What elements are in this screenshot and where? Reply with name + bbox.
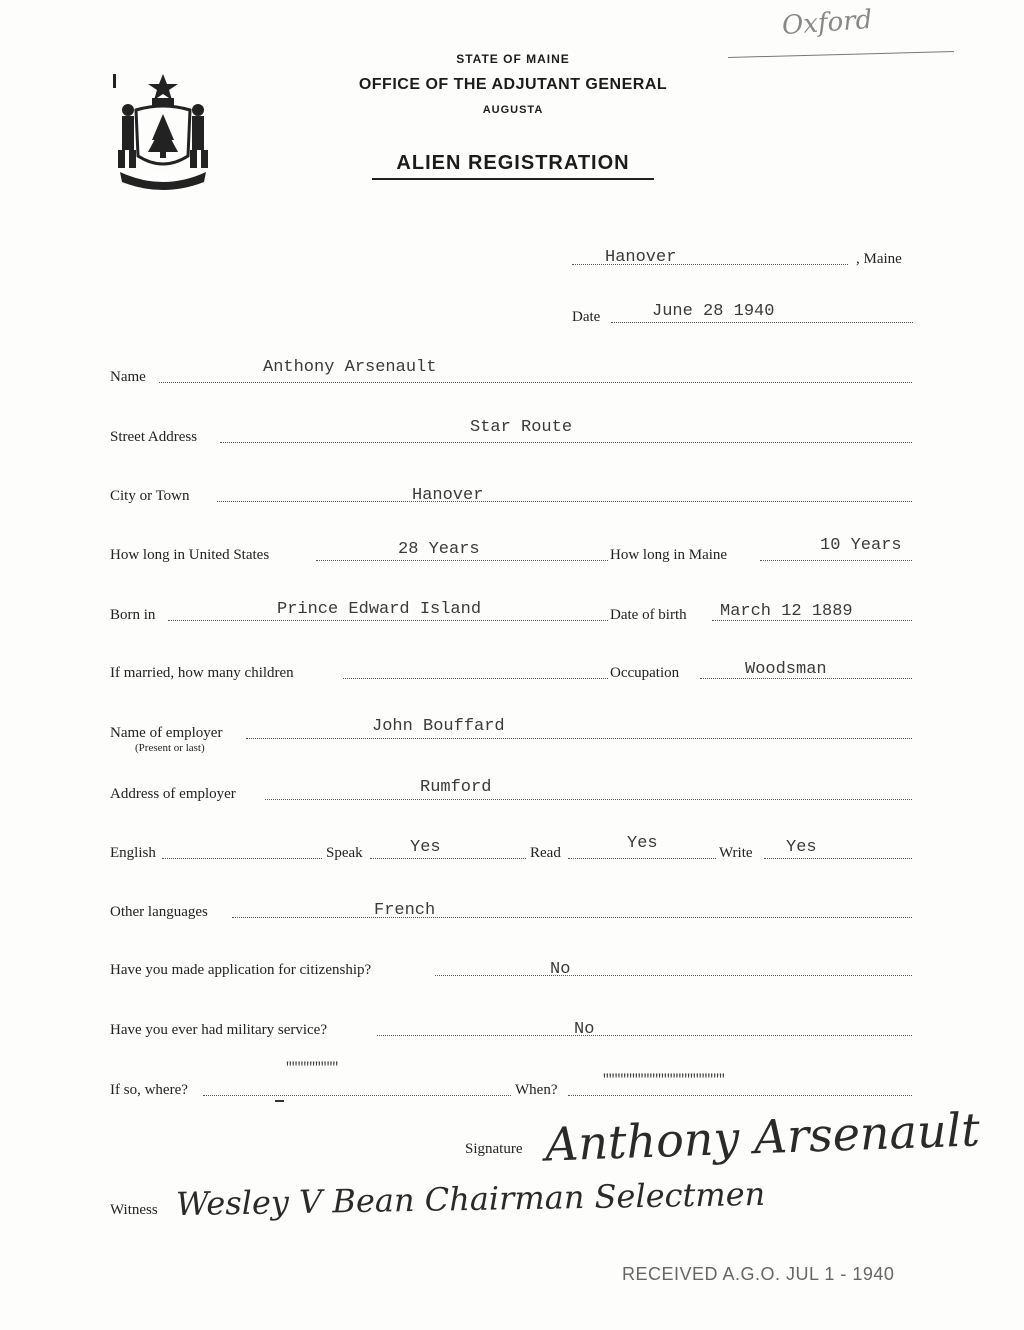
- witness-label: Witness: [110, 1202, 158, 1218]
- header-office: OFFICE OF THE ADJUTANT GENERAL: [358, 76, 668, 93]
- witness-value: Wesley V Bean Chairman Selectmen: [175, 1174, 766, 1224]
- header-state: STATE OF MAINE: [456, 52, 570, 66]
- street-label: Street Address: [110, 429, 198, 445]
- city-value: Hanover: [412, 486, 484, 505]
- city-label: City or Town: [110, 488, 190, 504]
- title-underline: [372, 178, 654, 180]
- english-label: English: [110, 845, 156, 861]
- when-value: """"""""""""""""""""": [602, 1072, 724, 1087]
- born-value: Prince Edward Island: [277, 600, 482, 619]
- town-value: Hanover: [605, 248, 677, 267]
- seal-banner-text: MAINE: [142, 172, 176, 182]
- citizenship-value: No: [550, 960, 571, 979]
- received-stamp: RECEIVED A.G.O. JUL 1 - 1940: [622, 1264, 895, 1284]
- employer-value: John Bouffard: [372, 717, 505, 736]
- dob-label: Date of birth: [610, 607, 687, 623]
- employer-label: Name of employer: [110, 725, 223, 741]
- corner-note-line: [728, 51, 954, 58]
- maine-duration-label: How long in Maine: [610, 547, 728, 563]
- military-label: Have you ever had military service?: [110, 1022, 327, 1038]
- where-value: """"""""": [285, 1060, 338, 1075]
- date-value: June 28 1940: [652, 302, 775, 321]
- write-label: Write: [719, 845, 753, 861]
- occupation-value: Woodsman: [745, 660, 827, 679]
- signature-value: Anthony Arsenault: [544, 1102, 981, 1172]
- date-label: Date: [572, 309, 601, 325]
- us-duration-label: How long in United States: [110, 547, 270, 563]
- corner-note: Oxford: [781, 4, 874, 42]
- maine-duration-value: 10 Years: [820, 536, 902, 555]
- name-value: Anthony Arsenault: [263, 358, 437, 377]
- name-label: Name: [110, 369, 146, 385]
- speak-label: Speak: [326, 845, 363, 861]
- read-label: Read: [530, 845, 561, 861]
- us-duration-value: 28 Years: [398, 540, 480, 559]
- street-value: Star Route: [470, 418, 573, 437]
- children-label: If married, how many children: [110, 665, 294, 681]
- where-dash: [275, 1100, 284, 1102]
- when-label: When?: [515, 1082, 558, 1098]
- seal-mark: [113, 74, 116, 88]
- form-title: ALIEN REGISTRATION: [396, 152, 630, 174]
- born-label: Born in: [110, 607, 156, 623]
- signature-label: Signature: [465, 1141, 523, 1157]
- state-suffix: , Maine: [856, 251, 902, 267]
- where-label: If so, where?: [110, 1082, 188, 1098]
- speak-value: Yes: [410, 838, 441, 857]
- dob-value: March 12 1889: [720, 602, 853, 621]
- employer-address-label: Address of employer: [110, 786, 236, 802]
- employer-sublabel: (Present or last): [135, 742, 205, 754]
- read-value: Yes: [627, 834, 658, 853]
- military-value: No: [574, 1020, 595, 1039]
- state-seal: [108, 68, 218, 193]
- occupation-label: Occupation: [610, 665, 680, 681]
- header-city: AUGUSTA: [482, 104, 544, 116]
- citizenship-label: Have you made application for citizenship?: [110, 962, 372, 978]
- employer-address-value: Rumford: [420, 778, 492, 797]
- write-value: Yes: [786, 838, 817, 857]
- other-languages-value: French: [374, 901, 436, 920]
- other-languages-label: Other languages: [110, 904, 208, 920]
